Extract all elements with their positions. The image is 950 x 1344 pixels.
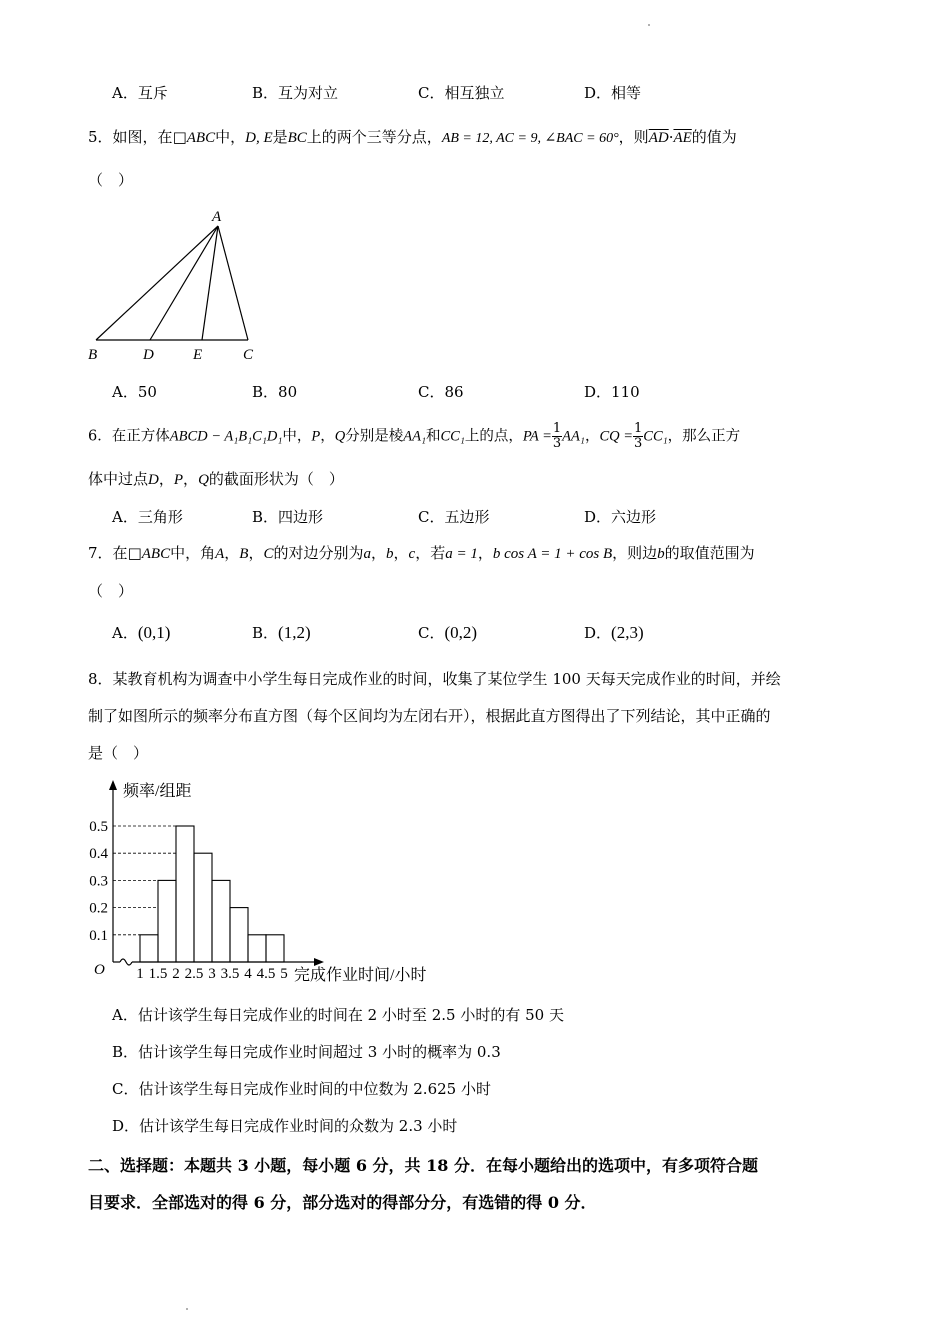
y-tick-label: 0.2 [89,900,108,917]
x-tick-label: 2.5 [184,966,204,982]
q7-option-c[interactable]: C．(0,2) [418,623,478,642]
q5-stem: 5．如图，在□ABC中，D, E是BC上的两个三等分点，AB = 12, AC = 9, ∠BAC = 60°，则$\overline{AD}\cdot\overline{AE}$的值为 [88,128,737,146]
q6-stem-line2: 体中过点D，P，Q的截面形状为（ ） [88,470,344,488]
q7-stem: 7．在□ABC中，角A，B，C的对边分别为a，b，c，若a = 1，b cos A = 1 + cos B，则边b的取值范围为 [88,544,755,562]
q7-answer-paren: （ ） [88,582,134,600]
q6-option-c[interactable]: C．五边形 [418,508,490,526]
section2-heading-line2: 目要求．全部选对的得 6 分，部分选对的得部分分，有选错的得 0 分． [88,1193,597,1212]
histogram-bar [212,880,230,962]
histogram-bar [176,826,194,962]
fraction-one-third: $\frac{1}{3}$ [552,421,562,451]
q8-histogram [80,772,480,984]
x-tick-label: 4.5 [256,966,276,982]
q5-triangle-figure [82,204,272,366]
q8-stem-line3: 是（ ） [88,744,149,762]
y-axis-arrow [109,780,117,790]
histogram-bar [158,880,176,962]
section2-heading-line1: 二、选择题：本题共 3 小题，每小题 6 分，共 18 分．在每小题给出的选项中，有多项符合题 [88,1156,758,1175]
q8-option-b[interactable]: B．估计该学生每日完成作业时间超过 3 小时的概率为 0.3 [112,1043,501,1061]
q8-option-a[interactable]: A．估计该学生每日完成作业的时间在 2 小时至 2.5 小时的有 50 天 [112,1006,564,1024]
q5-answer-paren: （ ） [88,171,134,189]
q8-stem-line2: 制了如图所示的频率分布直方图（每个区间均为左闭右开），根据此直方图得出了下列结论，其中正确的 [88,707,771,725]
q5-option-a[interactable]: A．50 [112,383,157,401]
scan-dot [648,24,650,26]
origin-label: O [94,962,105,978]
y-axis-label: 频率/组距 [123,783,192,800]
q6-option-a[interactable]: A．三角形 [112,508,183,526]
histogram-bar [194,853,212,962]
fraction-one-third: $\frac{1}{3}$ [634,421,643,451]
x-tick-label: 1 [136,966,144,982]
histogram-bar [140,935,158,962]
histogram-bar [230,908,248,962]
q7-option-a[interactable]: A．(0,1) [112,623,171,642]
x-axis-arrow [314,958,324,966]
label-a: A [212,209,222,225]
q8-option-d[interactable]: D．估计该学生每日完成作业时间的众数为 2.3 小时 [112,1117,458,1135]
y-tick-label: 0.1 [89,927,108,944]
q4-option-b[interactable]: B．互为对立 [252,84,339,102]
segment-ab [96,226,218,340]
q4-option-a[interactable]: A．互斥 [112,84,168,102]
q6-option-b[interactable]: B．四边形 [252,508,324,526]
y-tick-label: 0.3 [89,873,108,890]
label-b: B [88,347,98,363]
q8-option-c[interactable]: C．估计该学生每日完成作业时间的中位数为 2.625 小时 [112,1080,491,1098]
scan-dot [186,1308,188,1310]
q6-stem-line1: 6．在正方体ABCD − A₁B₁C₁D₁中，P，Q分别是棱AA₁和CC₁上的点，PA = $\frac{1}{3}$ AA₁，CQ = $\frac{1}{3}$ CC₁，那么正方 [88,421,741,451]
label-c: C [243,347,254,363]
x-axis-label: 完成作业时间/小时 [294,967,427,984]
q4-option-c[interactable]: C．相互独立 [418,84,505,102]
x-tick-label: 4 [244,966,252,982]
label-d: D [143,347,154,363]
q7-option-b[interactable]: B．(1,2) [252,623,311,642]
label-e: E [193,347,203,363]
segment-ac [218,226,248,340]
y-tick-label: 0.4 [89,846,108,863]
axis-break-squiggle [120,959,132,965]
q5-option-d[interactable]: D．110 [584,383,640,401]
segment-ad [150,226,218,340]
x-tick-label: 3.5 [220,966,240,982]
histogram-bar [248,935,266,962]
q7-option-d[interactable]: D．(2,3) [584,623,644,642]
q5-option-c[interactable]: C．86 [418,383,464,401]
histogram-bar [266,935,284,962]
y-tick-label: 0.5 [89,819,108,835]
q6-option-d[interactable]: D．六边形 [584,508,657,526]
q5-option-b[interactable]: B．80 [252,383,298,401]
q4-option-d[interactable]: D．相等 [584,84,642,102]
q8-stem-line1: 8．某教育机构为调查中小学生每日完成作业的时间，收集了某位学生 100 天每天完成作业的时间，并绘 [88,670,781,688]
segment-ae [202,226,218,340]
x-tick-label: 2 [172,966,180,982]
x-tick-label: 3 [208,966,216,982]
x-tick-label: 5 [280,966,288,982]
x-tick-label: 1.5 [148,966,168,982]
